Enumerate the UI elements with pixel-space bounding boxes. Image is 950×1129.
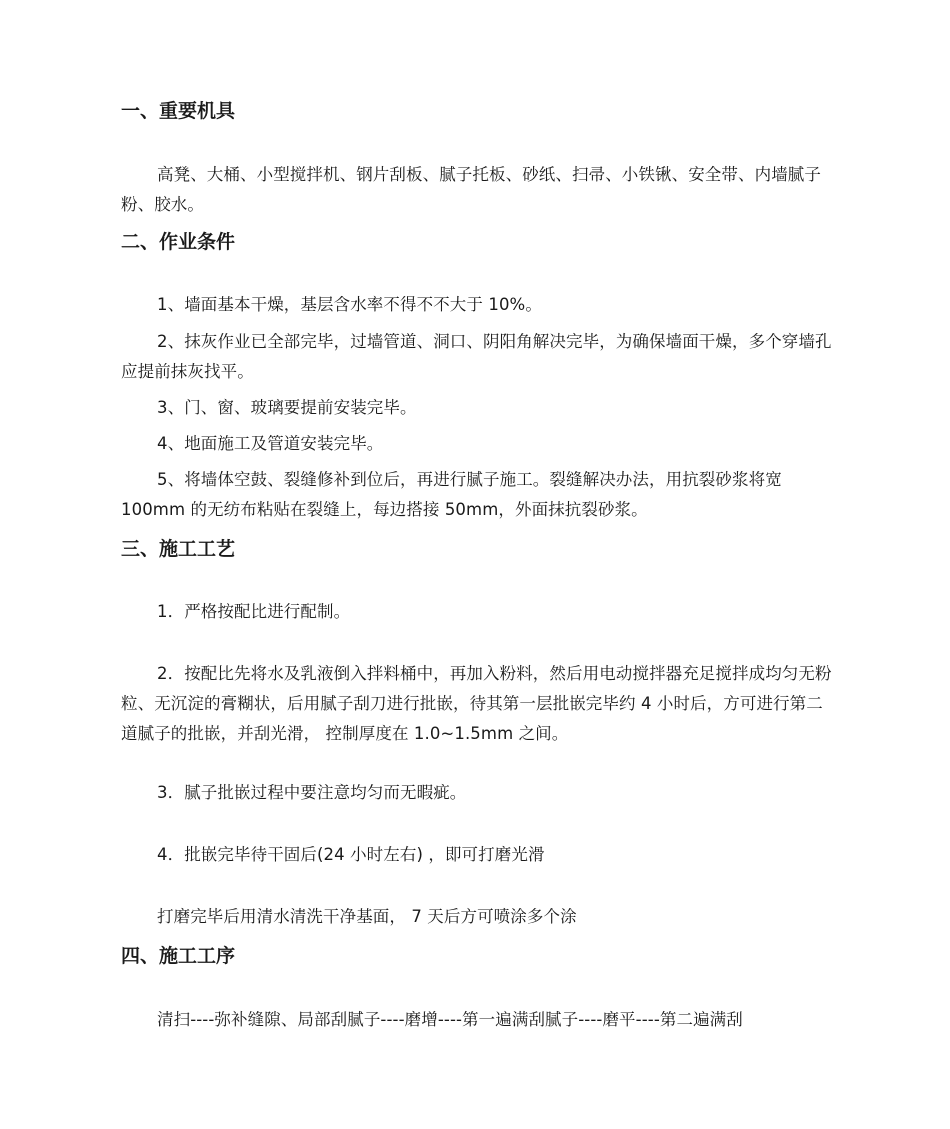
paragraph-sequence-1: 清扫----弥补缝隙、局部刮腻子----磨增----第一遍满刮腻子----磨平----第二遍满刮 <box>157 1010 743 1029</box>
paragraph-condition-3: 3、门、窗、玻璃要提前安装完毕。 <box>157 398 417 417</box>
paragraph-process-3: 3．腻子批嵌过程中要注意均匀而无暇疵。 <box>157 783 467 802</box>
paragraph-process-2: 2．按配比先将水及乳液倒入拌料桶中，再加入粉料，然后用电动搅拌器充足搅拌成均匀无粉粒、无沉淀的膏糊状，后用腻子刮刀进行批嵌，待其第一层批嵌完毕约 4 小时后，方可进行第二道腻子的批嵌，并刮光滑， 控制厚度在 1.0~1.5mm 之间。 <box>121 664 832 743</box>
section-heading-tools: 一、重要机具 <box>121 100 236 122</box>
paragraph-process-4: 4．批嵌完毕待干固后(24 小时左右) ，即可打磨光滑 <box>157 845 545 864</box>
paragraph-condition-1: 1、墙面基本干燥，基层含水率不得不不大于 10%。 <box>157 295 542 314</box>
paragraph-condition-5: 5、将墙体空鼓、裂缝修补到位后，再进行腻子施工。裂缝解决办法，用抗裂砂浆将宽 100mm 的无纺布粘贴在裂缝上，每边搭接 50mm，外面抹抗裂砂浆。 <box>121 470 782 519</box>
paragraph-process-5: 打磨完毕后用清水清洗干净基面， 7 天后方可喷涂多个涂 <box>157 907 577 926</box>
paragraph-condition-2: 2、抹灰作业已全部完毕，过墙管道、洞口、阴阳角解决完毕，为确保墙面干燥，多个穿墙孔应提前抹灰找平。 <box>121 332 832 381</box>
paragraph-tools-list: 高凳、大桶、小型搅拌机、钢片刮板、腻子托板、砂纸、扫帚、小铁锹、安全带、内墙腻子粉、胶水。 <box>121 165 821 214</box>
paragraph-condition-4: 4、地面施工及管道安装完毕。 <box>157 434 384 453</box>
section-heading-conditions: 二、作业条件 <box>121 231 236 253</box>
section-heading-process: 三、施工工艺 <box>121 538 236 560</box>
section-heading-sequence: 四、施工工序 <box>121 945 236 967</box>
paragraph-process-1: 1．严格按配比进行配制。 <box>157 602 351 621</box>
